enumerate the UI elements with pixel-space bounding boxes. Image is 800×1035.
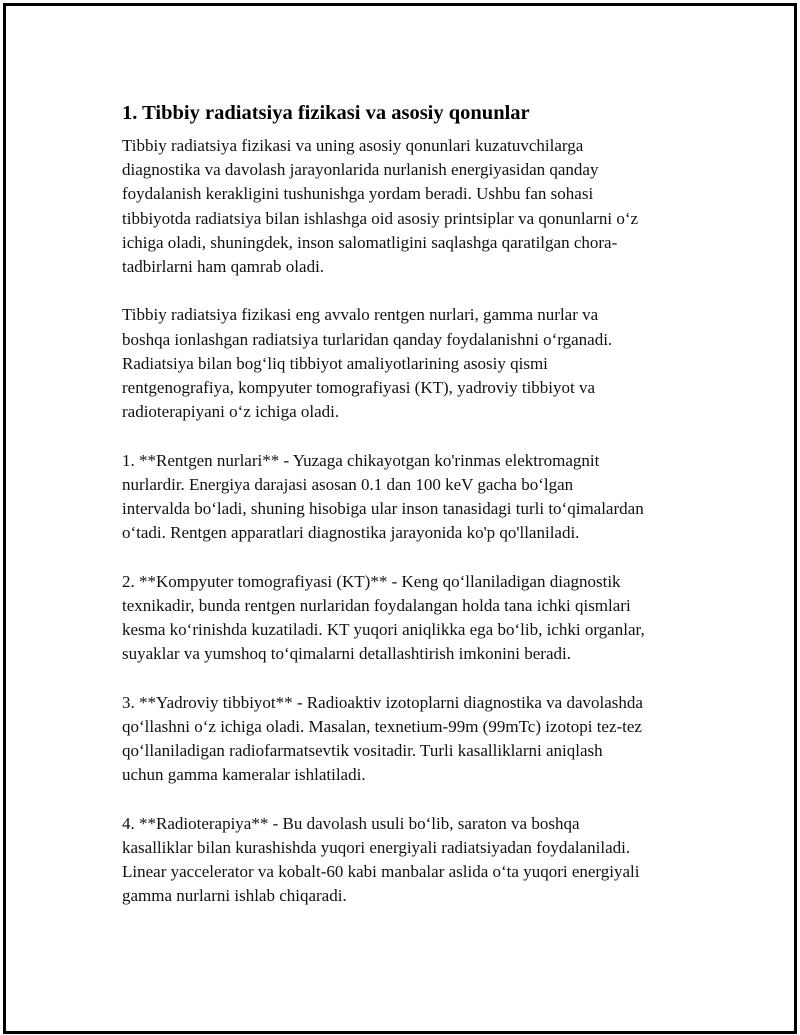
list-item-kt: 2. **Kompyuter tomografiyasi (KT)** - Keng qo‘llaniladigan diagnostik texnikadir, bunda rentgen nurlaridan foydalangan holda tana ichki qismlari kesma ko‘rinishda kuzatiladi. KT yuqori aniqlikka ega bo‘lib, ichki organlar, suyaklar va yumshoq to‘qimalarni detallashtirish imkonini beradi. [122,571,645,664]
paragraph-overview: Tibbiy radiatsiya fizikasi eng avvalo rentgen nurlari, gamma nurlar va boshqa ionlashgan radiatsiya turlaridan qanday foydalanishni o‘rganadi. Radiatsiya bilan bog‘liq tibbiyot amaliyotlarining asosiy qismi rentgenografiya, kompyuter tomografiyasi (KT), yadroviy tibbiyot va radioterapiyani o‘z ichiga oladi. [122,305,613,422]
paragraph-intro: Tibbiy radiatsiya fizikasi va uning asosiy qonunlari kuzatuvchilarga diagnostika va davolash jarayonlarida nurlanish energiyasidan qanday foydalanish kerakligini tushunishga yordam beradi. Ushbu fan sohasi tibbiyotda radiatsiya bilan ishlashga oid asosiy printsiplar va qonunlarni o‘z ichiga oladi, shuningdek, inson salomatligini saqlashga qaratilgan chora- tadbirlarni ham qamrab oladi. [122,136,639,277]
list-item-rentgen: 1. **Rentgen nurlari** - Yuzaga chikayotgan ko'rinmas elektromagnit nurlardir. Energiya darajasi asosan 0.1 dan 100 keV gacha bo‘lgan intervalda bo‘ladi, shuning hisobiga ular inson tanasidagi turli to‘qimalardan o‘tadi. Rentgen apparatlari diagnostika jarayonida ko'p qo'llaniladi. [122,450,644,543]
page-frame [3,3,797,1034]
list-item-radioterapiya: 4. **Radioterapiya** - Bu davolash usuli bo‘lib, saraton va boshqa kasalliklar bilan kurashishda yuqori energiyali radiatsiyadan foydalaniladi. Linear yaccelerator va kobalt-60 kabi manbalar aslida o‘ta yuqori energiyali gamma nurlarni ishlab chiqaradi. [122,813,640,906]
list-item-yadroviy: 3. **Yadroviy tibbiyot** - Radioaktiv izotoplarni diagnostika va davolashda qo‘llashni o‘z ichiga oladi. Masalan, texnetium-99m (99mTc) izotopi tez-tez qo‘llaniladigan radiofarmatsevtik vositadir. Turli kasalliklarni aniqlash uchun gamma kameralar ishlatiladi. [122,692,643,785]
document-body [122,100,694,933]
section-title: 1. Tibbiy radiatsiya fizikasi va asosiy qonunlar [122,102,530,124]
